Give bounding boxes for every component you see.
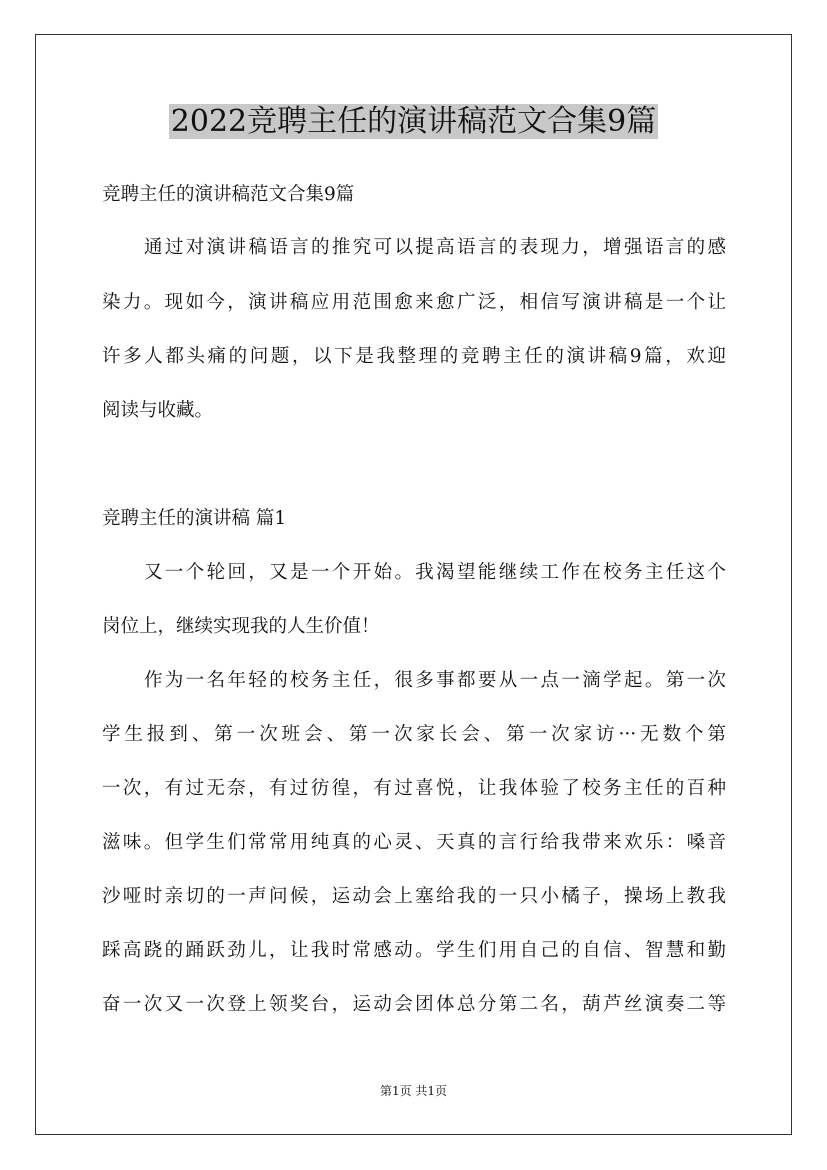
paragraph-line: 一次，有过无奈，有过彷徨，有过喜悦，让我体验了校务主任的百种 [102,778,726,799]
intro-line: 许多人都头痛的问题，以下是我整理的竞聘主任的演讲稿9篇，欢迎 [102,346,726,367]
intro-line: 染力。现如今，演讲稿应用范围愈来愈广泛，相信写演讲稿是一个让 [102,292,726,313]
paragraph-line: 滋味。但学生们常常用纯真的心灵、天真的言行给我带来欢乐：嗓音 [102,832,726,853]
page-footer: 第1页 共1页 [379,1084,448,1098]
section-heading: 竞聘主任的演讲稿 篇1 [102,508,287,529]
document-title: 2022竞聘主任的演讲稿范文合集9篇 [170,104,657,139]
document-subtitle: 竞聘主任的演讲稿范文合集9篇 [102,184,355,205]
paragraph-line: 沙哑时亲切的一声问候，运动会上塞给我的一只小橘子，操场上教我 [102,886,726,907]
intro-line: 通过对演讲稿语言的推究可以提高语言的表现力，增强语言的感 [144,237,726,258]
paragraph-line: 奋一次又一次登上领奖台，运动会团体总分第二名，葫芦丝演奏二等 [102,994,726,1015]
paragraph-line: 又一个轮回，又是一个开始。我渴望能继续工作在校务主任这个 [144,562,726,583]
paragraph-line: 岗位上，继续实现我的人生价值！ [102,616,380,637]
intro-line: 阅读与收藏。 [102,400,214,421]
paragraph-line: 学生报到、第一次班会、第一次家长会、第一次家访···无数个第 [102,724,726,745]
paragraph-line: 踩高跷的踊跃劲儿，让我时常感动。学生们用自己的自信、智慧和勤 [102,940,726,961]
paragraph-line: 作为一名年轻的校务主任，很多事都要从一点一滴学起。第一次 [144,670,726,691]
